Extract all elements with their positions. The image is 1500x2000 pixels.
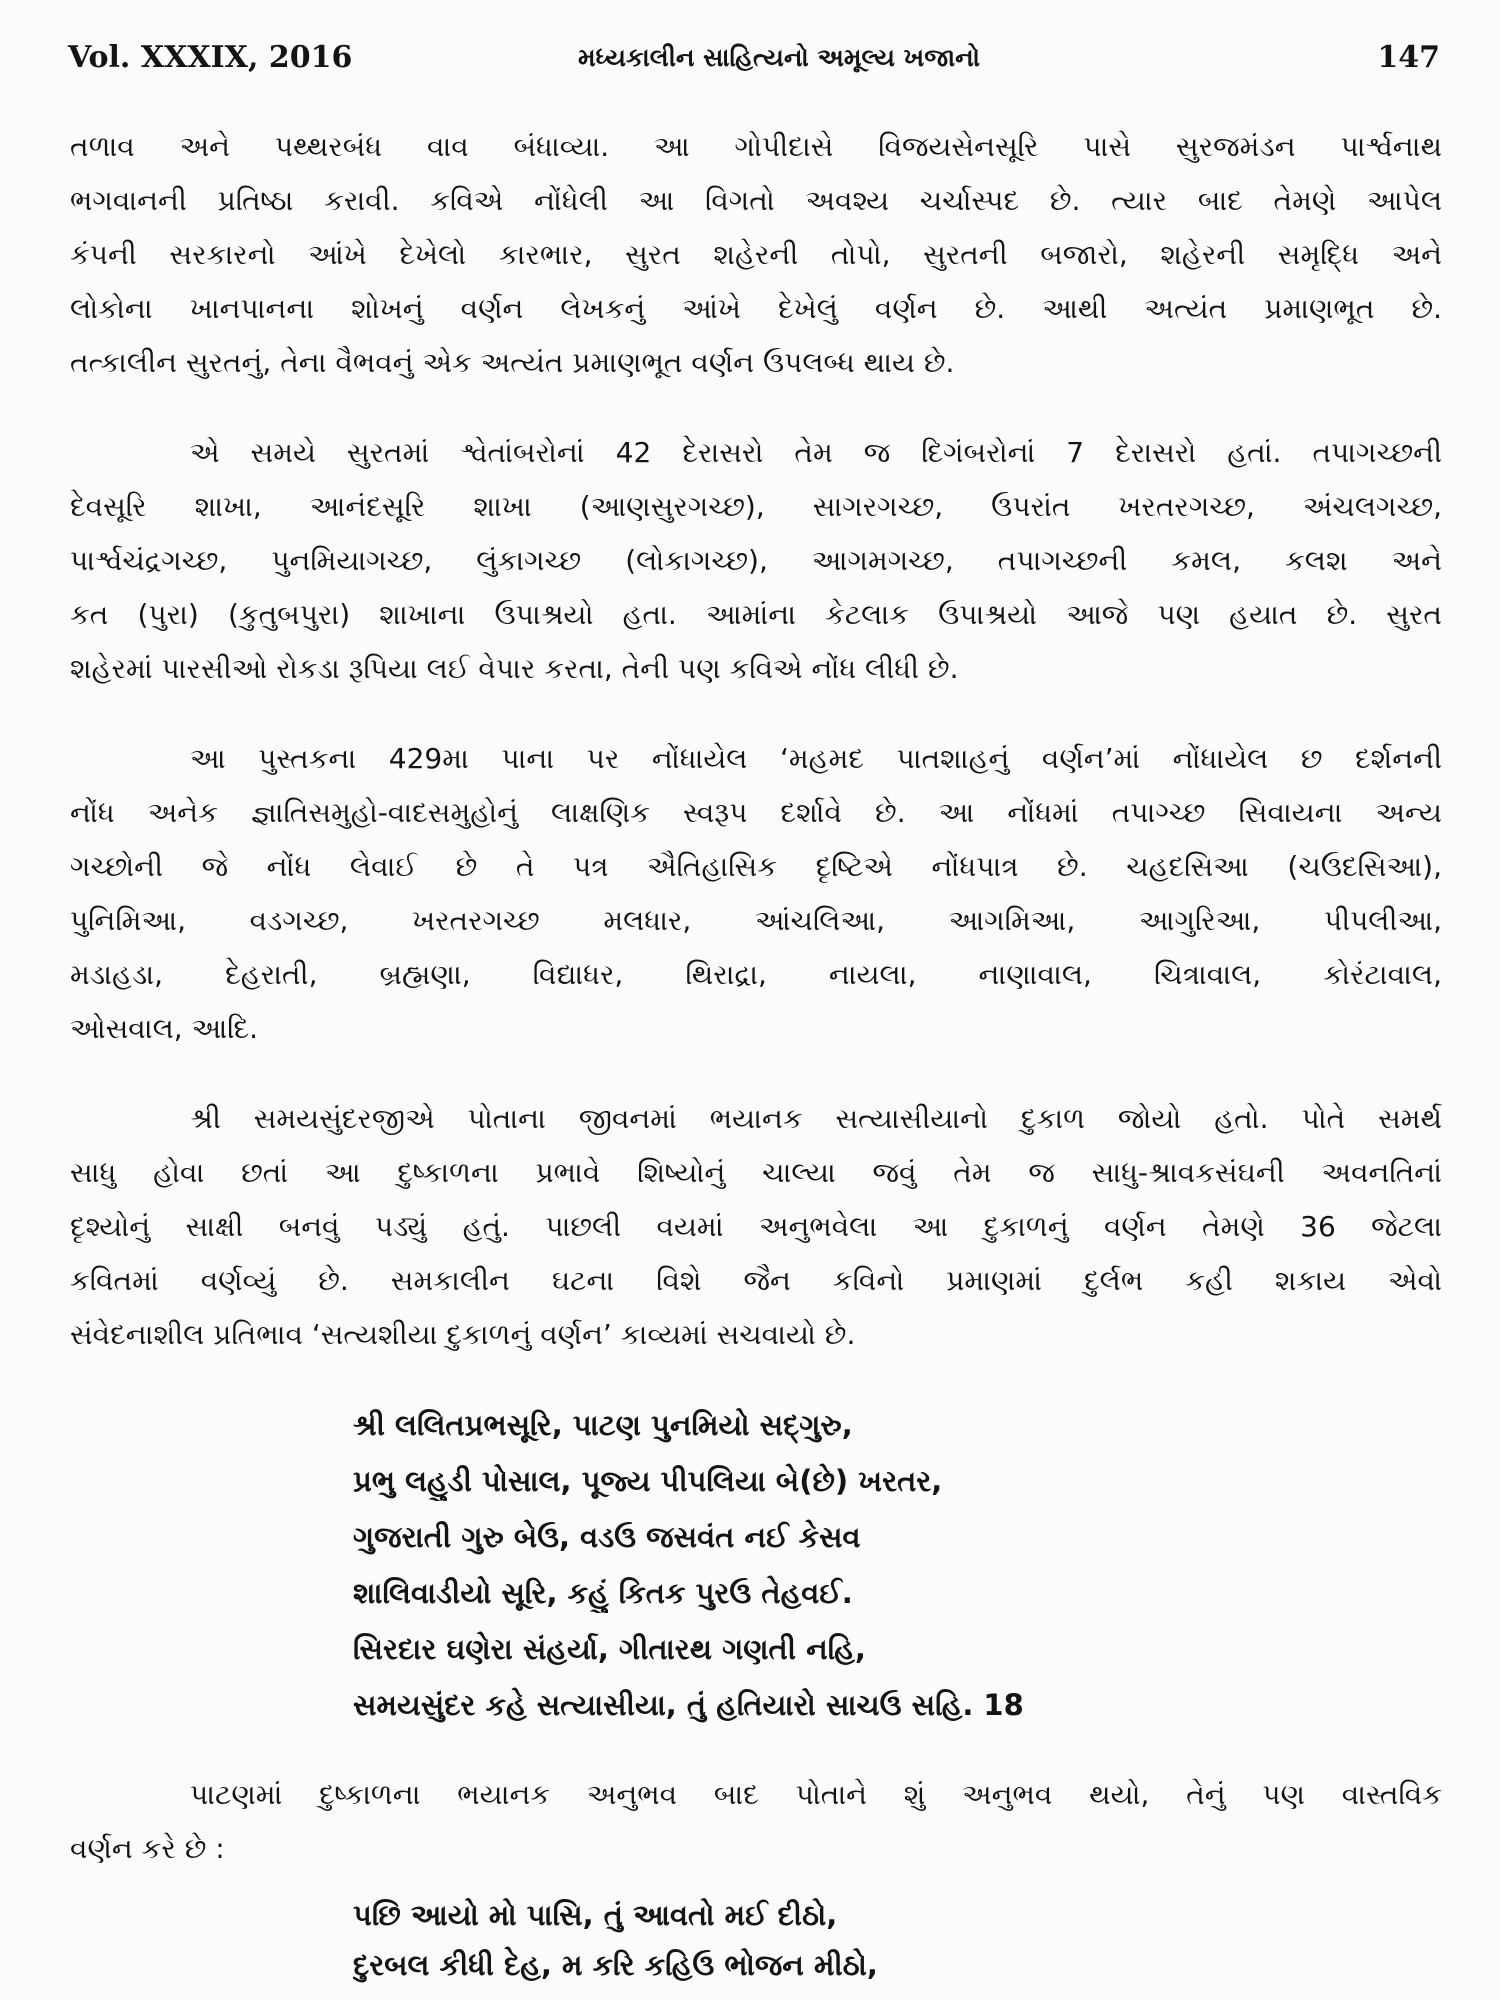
paragraph-3-line-1: આ પુસ્તકના 429મા પાના પર નોંધાયેલ ‘મહમદ પાતશાહનું વર્ણન’માં નોંધાયેલ છ દર્શનની [190, 742, 1442, 775]
verse-1-line-5: સિરદાર ઘણેરા સંહર્યા, ગીતારથ ગણતી નહિ, [353, 1632, 866, 1666]
header-volume: Vol. XXXIX, 2016 [68, 40, 353, 75]
verse-1-line-2: પ્રભુ લહુડી પોસાલ, પૂજ્ય પીપલિયા બે(છે) ખરતર, [353, 1464, 943, 1498]
paragraph-2-line-5: શહેરમાં પારસીઓ રોકડા રૂપિયા લઈ વેપાર કરતા, તેની પણ કવિએ નોંધ લીધી છે. [70, 652, 959, 685]
paragraph-1-line-3: કંપની સરકારનો આંખે દેખેલો કારભાર, સુરત શહેરની તોપો, સુરતની બજારો, શહેરની સમૃદ્ધિ અને [70, 238, 1442, 271]
paragraph-1-line-2: ભગવાનની પ્રતિષ્ઠા કરાવી. કવિએ નોંધેલી આ વિગતો અવશ્ય ચર્ચાસ્પદ છે. ત્યાર બાદ તેમણે આપેલ [70, 184, 1442, 217]
paragraph-2-line-4: કત (પુરા) (કુતુબપુરા) શાખાના ઉપાશ્રયો હતા. આમાંના કેટલાક ઉપાશ્રયો આજે પણ હયાત છે. સુરત [70, 598, 1442, 631]
paragraph-3-line-4: પુનિમિઆ, વડગચ્છ, ખરતરગચ્છ મલધાર, આંચલિઆ, આગમિઆ, આગુરિઆ, પીપલીઆ, [70, 904, 1442, 937]
paragraph-5-line-1: પાટણમાં દુષ્કાળના ભયાનક અનુભવ બાદ પોતાને શું અનુભવ થયો, તેનું પણ વાસ્તવિક [190, 1778, 1442, 1811]
verse-2-line-1: પછિ આયો મો પાસિ, તું આવતો મઈ દીઠો, [353, 1898, 838, 1932]
paragraph-3-line-6: ઓસવાલ, આદિ. [70, 1012, 259, 1045]
paragraph-2-line-1: એ સમયે સુરતમાં શ્વેતાંબરોનાં 42 દેરાસરો તેમ જ દિગંબરોનાં 7 દેરાસરો હતાં. તપાગચ્છની [190, 436, 1442, 469]
verse-1-line-4: શાલિવાડીયો સૂરિ, કહું કિતક પુરઉ તેહવઈ. [353, 1576, 853, 1610]
verse-1-line-6: સમયસુંદર કહે સત્યાસીયા, તું હતિયારો સાચઉ સહિ. 18 [353, 1688, 1024, 1722]
paragraph-2-line-3: પાર્શ્વચંદ્રગચ્છ, પુનમિયાગચ્છ, લુંકાગચ્છ (લોકાગચ્છ), આગમગચ્છ, તપાગચ્છની કમલ, કલશ અને [70, 544, 1442, 577]
verse-2-line-2: દુરબલ કીધી દેહ, મ કરિ કહિઉ ભોજન મીઠો, [353, 1948, 878, 1982]
paragraph-3-line-5: મડાહડા, દેહરાતી, બ્રહ્મણા, વિદ્યાધર, થિરાદ્રા, નાયલા, નાણાવાલ, ચિત્રાવાલ, કોરંટાવાલ, [70, 958, 1442, 991]
paragraph-4-line-3: દૃશ્યોનું સાક્ષી બનવું પડ્યું હતું. પાછલી વયમાં અનુભવેલા આ દુકાળનું વર્ણન તેમણે 36 જેટલા [70, 1210, 1442, 1243]
paragraph-1-line-1: તળાવ અને પથ્થરબંધ વાવ બંધાવ્યા. આ ગોપીદાસે વિજયસેનસૂરિ પાસે સુરજમંડન પાર્શ્વનાથ [70, 130, 1442, 163]
verse-1-line-1: શ્રી લલિતપ્રભસૂરિ, પાટણ પુનમિયો સદ્ગુરુ, [353, 1408, 853, 1442]
page-number: 147 [1377, 40, 1440, 75]
paragraph-1-line-4: લોકોના ખાનપાનના શોખનું વર્ણન લેખકનું આંખે દેખેલું વર્ણન છે. આથી અત્યંત પ્રમાણભૂત છે. [70, 292, 1442, 325]
paragraph-4-line-5: સંવેદનાશીલ પ્રતિભાવ ‘સત્યશીયા દુકાળનું વર્ણન’ કાવ્યમાં સચવાયો છે. [70, 1318, 856, 1351]
header-title: મધ્યકાલીન સાહિત્યનો અમૂલ્ય ખજાનો [578, 43, 981, 72]
paragraph-3-line-3: ગચ્છોની જે નોંધ લેવાઈ છે તે પત્ર ઐતિહાસિક દૃષ્ટિએ નોંધપાત્ર છે. ચહદસિઆ (ચઉદસિઆ), [70, 850, 1442, 883]
paragraph-2-line-2: દેવસૂરિ શાખા, આનંદસૂરિ શાખા (આણસુરગચ્છ), સાગરગચ્છ, ઉપરાંત ખરતરગચ્છ, અંચલગચ્છ, [70, 490, 1442, 523]
paragraph-4-line-2: સાધુ હોવા છતાં આ દુષ્કાળના પ્રભાવે શિષ્યોનું ચાલ્યા જવું તેમ જ સાધુ-શ્રાવકસંઘની અવનતિનાં [70, 1156, 1442, 1189]
paragraph-4-line-1: શ્રી સમયસુંદરજીએ પોતાના જીવનમાં ભયાનક સત્યાસીયાનો દુકાળ જોયો હતો. પોતે સમર્થ [190, 1102, 1442, 1135]
paragraph-4-line-4: કવિતમાં વર્ણવ્યું છે. સમકાલીન ઘટના વિશે જૈન કવિનો પ્રમાણમાં દુર્લભ કહી શકાય એવો [70, 1264, 1442, 1297]
paragraph-1-line-5: તત્કાલીન સુરતનું, તેના વૈભવનું એક અત્યંત પ્રમાણભૂત વર્ણન ઉપલબ્ધ થાય છે. [70, 346, 955, 379]
paragraph-5-line-2: વર્ણન કરે છે : [70, 1832, 225, 1865]
verse-1-line-3: ગુજરાતી ગુરુ બેઉ, વડઉ જસવંત નઈ કેસવ [353, 1520, 861, 1554]
paragraph-3-line-2: નોંધ અનેક જ્ઞાતિસમુહો-વાદસમુહોનું લાક્ષણિક સ્વરૂપ દર્શાવે છે. આ નોંધમાં તપાગ્ચ્છ સિવાયના અન્ય [70, 796, 1442, 829]
